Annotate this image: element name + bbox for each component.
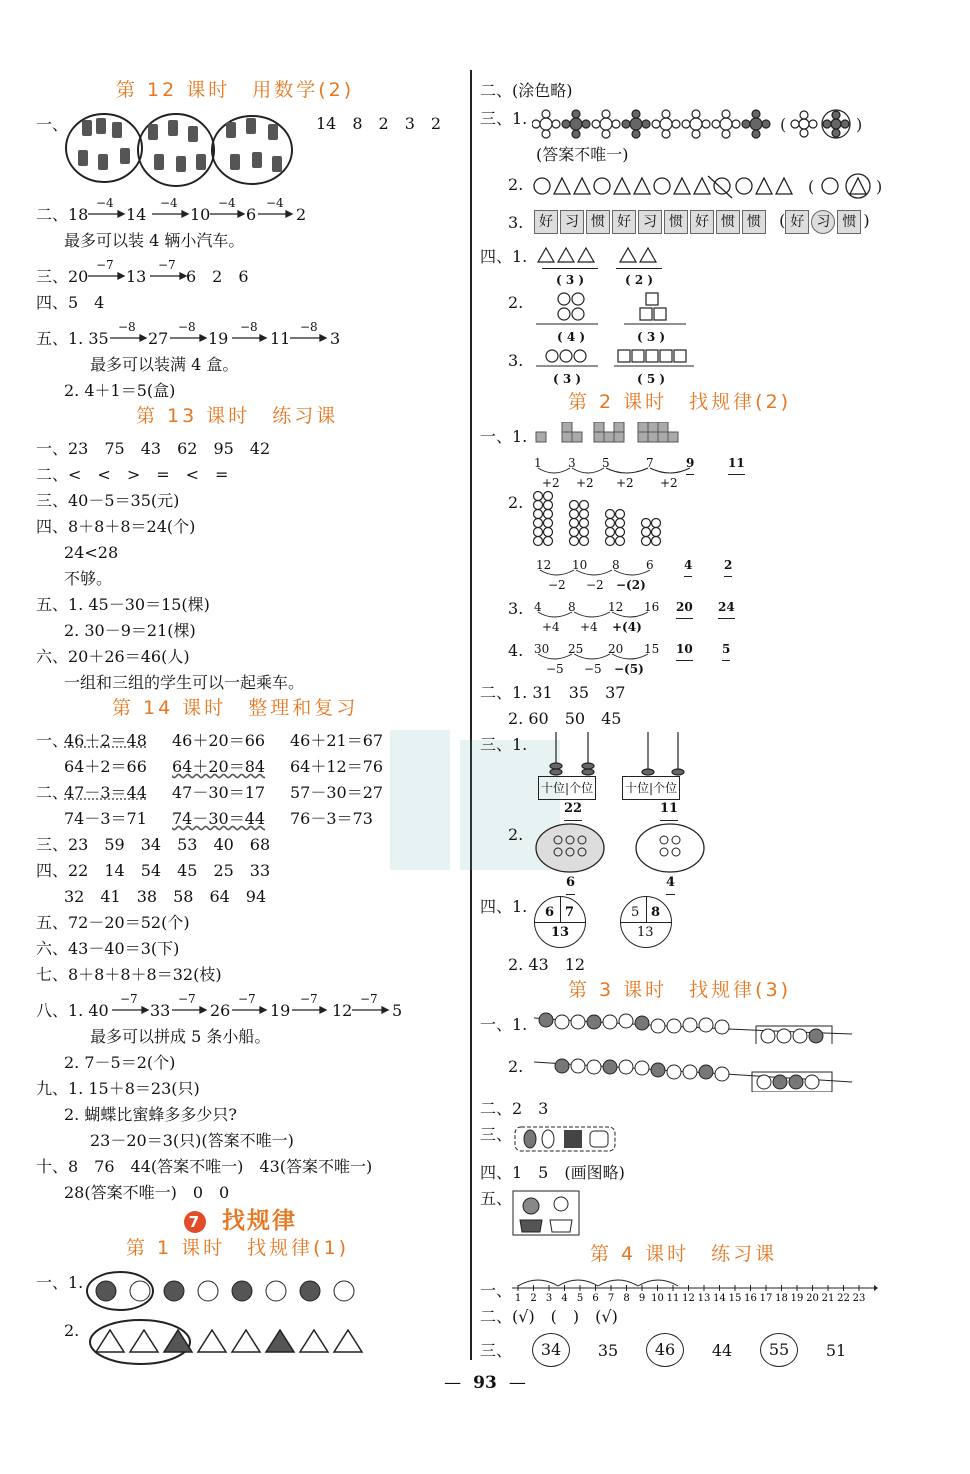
circled-number: 46: [646, 1333, 684, 1367]
plus2-a: +2: [542, 476, 560, 490]
t-6: 6: [646, 558, 654, 572]
ruler-label: 8: [623, 1293, 630, 1302]
r-q3-2-label: 2.: [508, 175, 524, 194]
ruler-label: 16: [744, 1293, 757, 1302]
ruler-label: 12: [682, 1293, 695, 1302]
q13-4c: 不够。: [64, 569, 113, 588]
lesson-14-heading: 第 14 课时 整理和复习: [112, 697, 359, 719]
t-10: 10: [572, 558, 588, 572]
r2-q3-label: 3.: [508, 599, 524, 618]
minus4-d: −4: [266, 196, 284, 210]
q14-3: 三、23 59 34 53 40 68: [36, 835, 271, 854]
circled-number: 34: [532, 1333, 570, 1367]
v-20: 20: [608, 642, 624, 656]
r4-q3-numbers: [532, 1330, 854, 1370]
eq-46-20: 46＋20＝66: [172, 731, 266, 750]
circ2-vline: [646, 897, 647, 922]
tens-label: 十位: [541, 781, 566, 795]
q14-6: 六、43－40＝3(下): [36, 939, 180, 958]
svg-text:): ): [856, 115, 863, 134]
eq-74-3: 74－3＝71: [64, 809, 147, 828]
number-circle-1: [534, 896, 586, 948]
v-15: 15: [644, 642, 660, 656]
q14-8-2: 2. 7－5＝2(个): [64, 1053, 176, 1072]
q12-5-start: 五、1. 35: [36, 329, 109, 348]
eq-64-20: 64＋20＝84: [172, 757, 266, 776]
minus7-a: −7: [96, 258, 114, 272]
circ2-hline: [621, 922, 671, 923]
q14-4b: 32 41 38 58 64 94: [64, 887, 267, 906]
ruler-label: 5: [576, 1293, 584, 1302]
seq-7: 7: [646, 456, 654, 470]
svg-text:(: (: [808, 177, 815, 196]
r2-q3-2-label: 2.: [508, 825, 524, 844]
q14-2-label: 二、: [36, 783, 69, 802]
r2-q2-1: 二、1. 31 35 37: [480, 683, 626, 702]
circ1-c: 13: [551, 925, 570, 940]
q14-8-start: 八、1. 40: [36, 1001, 109, 1020]
r-q4-2-label: 2.: [508, 293, 524, 312]
blank-3b: ( 3 ): [636, 330, 666, 344]
bead-string-1: [532, 1008, 862, 1044]
plain-number: 44: [711, 1340, 733, 1360]
lesson-4-heading: 第 4 课时 练习课: [590, 1243, 778, 1265]
circles-squares-stack: [536, 290, 706, 330]
r2-q4-1-label: 四、1.: [480, 897, 528, 916]
ruler-label: 17: [759, 1293, 773, 1302]
q12-2-v2: 2: [296, 205, 307, 224]
ruler-label: 3: [545, 1293, 553, 1302]
char-sequence: 好 习 惯 好 习 惯 好 惯 惯 ( 好 习 惯 ): [534, 210, 870, 234]
q14-8-v5: 5: [392, 1001, 403, 1020]
char-box: 惯: [742, 210, 766, 234]
q14-8-note: 最多可以拼成 5 条小船。: [90, 1027, 271, 1046]
q14-4: 四、22 14 54 45 25 33: [36, 861, 271, 880]
ruler-label: 7: [607, 1293, 615, 1302]
minus4-b: −4: [160, 196, 178, 210]
q13-4: 四、8＋8＋8＝24(个): [36, 517, 196, 536]
ruler-label: 13: [697, 1293, 711, 1302]
eq-47-30: 47－30＝17: [172, 783, 266, 802]
q14-9-2b: 23－20＝3(只)(答案不唯一): [90, 1131, 294, 1150]
circ1-vline: [560, 897, 561, 922]
u-12: 12: [608, 600, 624, 614]
q13-1: 一、23 75 43 62 95 42: [36, 439, 271, 458]
blank-4: ( 4 ): [556, 330, 586, 344]
q12-5-note: 最多可以装满 4 盒。: [90, 355, 239, 374]
r-q4-3-label: 3.: [508, 351, 524, 370]
q13-6b: 一组和三组的学生可以一起乘车。: [64, 673, 305, 692]
minus2-answer: −(2): [616, 578, 646, 592]
r3-q3-label: 三、: [480, 1125, 513, 1144]
r3-q1-label: 一、1.: [480, 1015, 528, 1034]
plus2-b: +2: [576, 476, 594, 490]
footer-dash-left: —: [444, 1373, 462, 1393]
unit-title: 找规律: [222, 1208, 297, 1234]
minus8-a: −8: [118, 320, 136, 334]
minus5-a: −5: [546, 662, 564, 676]
svg-text:(: (: [780, 115, 787, 134]
flower-pattern-image: [532, 108, 872, 142]
eq-46-2: 46＋2＝48: [64, 731, 147, 750]
triangles-top: [536, 246, 686, 266]
q1-1-label: 一、1.: [36, 1273, 84, 1292]
r4-q3-label: 三、: [480, 1341, 513, 1360]
ovals-image: [534, 820, 714, 876]
char-box: 习: [638, 210, 662, 234]
flowerpot-image: [512, 1190, 580, 1236]
oval-ans-2: 4: [666, 872, 675, 895]
minus7-g: −7: [360, 992, 378, 1006]
q13-5b: 2. 30－9＝21(棵): [64, 621, 196, 640]
minus2-a: −2: [548, 578, 566, 592]
char-box: 好: [534, 210, 558, 234]
q14-8-v12: 12: [332, 1001, 353, 1020]
r4-q2: 二、(√) ( ) (√): [480, 1307, 618, 1326]
v-30: 30: [534, 642, 550, 656]
circle-pattern-image: [86, 1270, 366, 1312]
eq-64-12: 64＋12＝76: [290, 757, 384, 776]
ruler-label: 11: [666, 1293, 680, 1302]
unit-number-badge: 7: [184, 1211, 206, 1233]
q12-3-start: 三、20: [36, 267, 89, 286]
seq-1: 1: [534, 456, 542, 470]
ruler-label: 18: [775, 1293, 788, 1302]
q12-2-start: 二、18: [36, 205, 89, 224]
minus7-b: −7: [158, 258, 176, 272]
q12-4: 四、5 4: [36, 293, 105, 312]
char-box: 惯: [716, 210, 740, 234]
shape-pattern-image: [532, 172, 912, 202]
bead-columns-image: [532, 490, 672, 554]
number-line-image: [508, 1272, 878, 1302]
u-4: 4: [534, 600, 542, 614]
minus7-c: −7: [120, 992, 138, 1006]
seq-11: 11: [728, 452, 745, 475]
footer-dash-right: —: [508, 1373, 526, 1393]
plus4-a: +4: [542, 620, 560, 634]
q12-5-v11: 11: [270, 329, 291, 348]
plain-number: 51: [825, 1340, 847, 1360]
q14-8-v26: 26: [210, 1001, 231, 1020]
svg-text:): ): [876, 177, 883, 196]
q12-1-label: 一、: [36, 115, 69, 134]
r2-q1-label: 一、1.: [480, 427, 528, 446]
char-box: 惯: [586, 210, 610, 234]
blank-3c: ( 3 ): [552, 372, 582, 386]
q12-3-v13: 13: [126, 267, 147, 286]
ruler-label: 4: [561, 1293, 568, 1302]
unit-7-heading: [184, 1202, 297, 1235]
q14-8-v19: 19: [270, 1001, 291, 1020]
t-2: 2: [724, 554, 732, 577]
ruler-label: 15: [728, 1293, 742, 1302]
circ1-a: 6: [545, 905, 555, 920]
minus4-a: −4: [96, 196, 114, 210]
plus2-c: +2: [616, 476, 634, 490]
eq-47-3: 47－3＝44: [64, 783, 147, 802]
minus2-b: −2: [586, 578, 604, 592]
tens-label: 十位: [625, 781, 650, 795]
ruler-label: 9: [638, 1293, 646, 1302]
r3-q2: 二、2 3: [480, 1099, 549, 1118]
page-number: 93: [473, 1373, 497, 1393]
number-circle-2: [620, 896, 672, 948]
u-20: 20: [676, 596, 693, 619]
page-footer: [0, 1373, 970, 1393]
eq-74-30: 74－30＝44: [172, 809, 266, 828]
v-5: 5: [722, 638, 730, 661]
q12-5-v19: 19: [208, 329, 229, 348]
char-answer: 好: [785, 210, 809, 234]
seq-5: 5: [602, 456, 610, 470]
r2-q3-1-label: 三、1.: [480, 735, 528, 754]
q12-2-v14: 14: [126, 205, 147, 224]
q13-2: 二、< < > = < =: [36, 465, 229, 484]
char-box: 好: [690, 210, 714, 234]
ruler-label: 14: [713, 1293, 726, 1302]
minus5-b: −5: [584, 662, 602, 676]
q12-5-v27: 27: [148, 329, 169, 348]
blank-3a: ( 3 ): [542, 268, 598, 291]
q12-1-answers: 14 8 2 3 2: [316, 114, 442, 133]
bead-string-2: [532, 1052, 862, 1092]
r-q3-1-label: 三、1.: [480, 109, 528, 128]
q14-8-v33: 33: [150, 1001, 171, 1020]
q14-10: 十、8 76 44(答案不唯一) 43(答案不唯一): [36, 1157, 373, 1176]
r2-q4-label: 4.: [508, 641, 524, 660]
v-10: 10: [676, 638, 693, 661]
eq-46-21: 46＋21＝67: [290, 731, 384, 750]
q13-4b: 24<28: [64, 543, 119, 562]
ruler-label: 19: [790, 1293, 804, 1302]
ruler-label: 1: [514, 1293, 522, 1302]
r2-q4-2: 2. 43 12: [508, 955, 586, 974]
triangle-pattern-image: [88, 1318, 368, 1368]
char-answer: 惯: [837, 210, 861, 234]
r3-q4: 四、1 5 (画图略): [480, 1163, 625, 1182]
q14-7: 七、8＋8＋8＋8＝32(枝): [36, 965, 222, 984]
plus4-b: +4: [580, 620, 598, 634]
plus4-answer: +(4): [612, 620, 642, 634]
lesson-2-heading: 第 2 课时 找规律(2): [568, 391, 792, 413]
u-8: 8: [568, 600, 576, 614]
ones-label: 个位: [569, 781, 594, 795]
circ1-hline: [535, 922, 585, 923]
minus8-c: −8: [240, 320, 258, 334]
seq-9: 9: [686, 452, 694, 475]
r-q3-3-label: 3.: [508, 213, 524, 232]
r-q4-1-label: 四、1.: [480, 247, 528, 266]
lesson-1-heading: 第 1 课时 找规律(1): [126, 1237, 350, 1259]
abacus1-labels: 十位|个位: [538, 776, 596, 800]
q14-5: 五、72－20＝52(个): [36, 913, 190, 932]
q13-3: 三、40－5＝35(元): [36, 491, 180, 510]
r-q2: 二、(涂色略): [480, 81, 573, 100]
minus7-f: −7: [300, 992, 318, 1006]
q12-2-note: 最多可以装 4 辆小汽车。: [64, 231, 245, 250]
t-12: 12: [536, 558, 552, 572]
column-divider: [470, 70, 472, 1360]
blank-2a: ( 2 ): [616, 268, 662, 291]
bottle-groups-image: [64, 110, 294, 190]
circ2-b: 8: [651, 905, 661, 920]
oval-ans-1: 6: [566, 872, 575, 895]
minus7-d: −7: [178, 992, 196, 1006]
q14-9: 九、1. 15＋8＝23(只): [36, 1079, 200, 1098]
r2-q2-label: 2.: [508, 493, 524, 512]
minus8-b: −8: [178, 320, 196, 334]
lesson-3-heading: 第 3 课时 找规律(3): [568, 979, 792, 1001]
ruler-label: 20: [806, 1293, 819, 1302]
abacus-ans-1: 22: [564, 798, 582, 821]
ruler-label: 10: [651, 1293, 664, 1302]
circles-squares-row: [536, 346, 716, 370]
lesson-13-heading: 第 13 课时 练习课: [136, 405, 339, 427]
r2-q2-2: 2. 60 50 45: [508, 709, 622, 728]
q13-5: 五、1. 45－30＝15(棵): [36, 595, 210, 614]
eq-57-30: 57－30＝27: [290, 783, 384, 802]
q12-3-rest: 6 2 6: [186, 267, 249, 286]
r4-q1-label: 一、: [480, 1281, 513, 1300]
ones-label: 个位: [653, 781, 678, 795]
plain-number: 35: [597, 1340, 619, 1360]
pattern-box-image: [514, 1126, 618, 1154]
v-25: 25: [568, 642, 584, 656]
circled-number: 55: [760, 1333, 798, 1367]
q13-6: 六、20＋26＝46(人): [36, 647, 190, 666]
u-16: 16: [644, 600, 660, 614]
circ1-b: 7: [565, 905, 575, 920]
char-box: 好: [612, 210, 636, 234]
t-4: 4: [684, 554, 692, 577]
ruler-label: 2: [530, 1293, 537, 1302]
q12-5-2: 2. 4＋1＝5(盒): [64, 381, 176, 400]
ruler-label: 21: [821, 1293, 835, 1302]
q14-1-label: 一、: [36, 731, 69, 750]
minus8-d: −8: [300, 320, 318, 334]
u-24: 24: [718, 596, 735, 619]
lesson-12-heading: 第 12 课时 用数学(2): [116, 79, 355, 101]
q1-2-label: 2.: [64, 1321, 80, 1340]
circ2-a: 5: [631, 905, 640, 920]
circ2-c: 13: [637, 925, 654, 940]
ruler-label: 22: [837, 1293, 850, 1302]
char-answer-circled: 习: [811, 210, 835, 234]
blank-5: ( 5 ): [636, 372, 666, 386]
plus2-d: +2: [660, 476, 678, 490]
r-q3-note: (答案不唯一): [536, 145, 629, 164]
char-box: 习: [560, 210, 584, 234]
char-box: 惯: [664, 210, 688, 234]
minus4-c: −4: [218, 196, 236, 210]
eq-64-2: 64＋2＝66: [64, 757, 147, 776]
minus5-answer: −(5): [614, 662, 644, 676]
t-8: 8: [612, 558, 620, 572]
ruler-label: 6: [592, 1293, 599, 1302]
r3-q5-label: 五、: [480, 1189, 513, 1208]
q14-10b: 28(答案不唯一) 0 0: [64, 1183, 230, 1202]
q12-2-v10: 10: [190, 205, 211, 224]
minus7-e: −7: [238, 992, 256, 1006]
q12-2-v6: 6: [246, 205, 257, 224]
q12-5-v3: 3: [330, 329, 341, 348]
abacus2-labels: 十位|个位: [622, 776, 680, 800]
r3-q2-label: 2.: [508, 1057, 524, 1076]
ruler-label: 23: [852, 1293, 866, 1302]
abacus-ans-2: 11: [660, 798, 678, 821]
seq-3: 3: [568, 456, 576, 470]
eq-76-3: 76－3＝73: [290, 809, 373, 828]
q14-9-2: 2. 蝴蝶比蜜蜂多多少只?: [64, 1105, 237, 1124]
block-growth-image: [534, 422, 684, 448]
